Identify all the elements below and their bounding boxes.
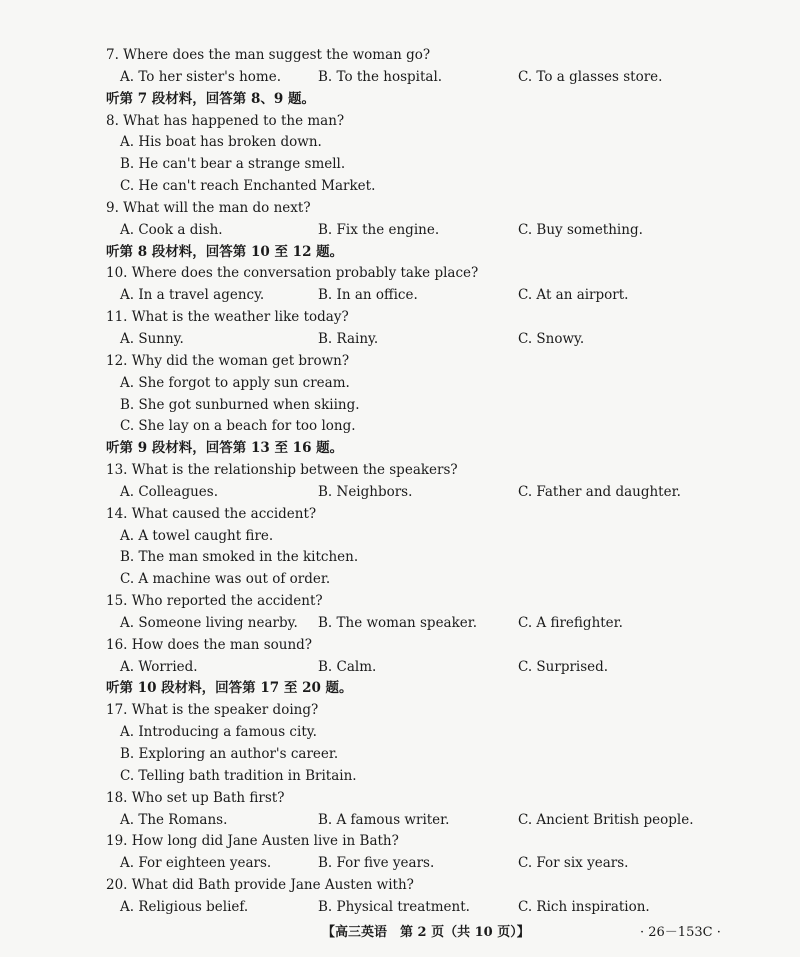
option-c: C. Surprised. — [518, 658, 609, 675]
options-row — [0, 897, 800, 919]
option-c: C. To a glasses store. — [518, 68, 663, 85]
option-a: A. Cook a dish. — [120, 221, 223, 238]
question-text: 16. How does the man sound? — [106, 636, 313, 653]
question-text: 8. What has happened to the man? — [106, 112, 345, 129]
option-c: C. At an airport. — [518, 287, 629, 304]
question-text: 10. Where does the conversation probably take place? — [106, 265, 479, 282]
footer-page-info: 【高三英语 第 2 页（共 10 页）】 — [322, 925, 530, 940]
option-c: C. Rich inspiration. — [518, 898, 650, 915]
option-line: B. Exploring an author's career. — [120, 746, 339, 762]
options-row — [0, 329, 800, 351]
option-c: C. Snowy. — [518, 330, 585, 347]
option-a: A. In a travel agency. — [120, 287, 265, 304]
question-text: 17. What is the speaker doing? — [106, 702, 319, 719]
options-row — [0, 482, 800, 504]
section-instruction: 听第 10 段材料，回答第 17 至 20 题。 — [106, 680, 353, 697]
option-a: A. For eighteen years. — [120, 855, 272, 872]
question-text: 13. What is the relationship between the speakers? — [106, 462, 458, 479]
question-text: 9. What will the man do next? — [106, 199, 311, 216]
option-line: C. She lay on a beach for too long. — [120, 418, 356, 435]
question-text: 18. Who set up Bath first? — [106, 789, 285, 806]
option-a: A. Colleagues. — [120, 483, 219, 500]
options-row — [0, 285, 800, 307]
option-b: B. Calm. — [318, 658, 377, 675]
section-instruction: 听第 9 段材料，回答第 13 至 16 题。 — [106, 440, 344, 457]
footer-code: · 26－153C · — [640, 925, 721, 940]
option-c: C. A firefighter. — [518, 614, 623, 631]
option-b: B. Neighbors. — [318, 483, 413, 500]
question-text: 7. Where does the man suggest the woman go? — [106, 47, 431, 63]
option-b: B. In an office. — [318, 287, 418, 304]
page-footer — [0, 922, 800, 944]
option-line: C. Telling bath tradition in Britain. — [120, 767, 357, 784]
section-instruction: 听第 8 段材料，回答第 10 至 12 题。 — [106, 243, 344, 260]
section-instruction: 听第 7 段材料，回答第 8、9 题。 — [106, 90, 315, 107]
options-row — [0, 220, 800, 242]
option-c: C. For six years. — [518, 855, 629, 872]
option-b: B. A famous writer. — [318, 811, 450, 828]
option-c: C. Father and daughter. — [518, 483, 681, 500]
option-line: B. The man smoked in the kitchen. — [120, 549, 359, 566]
option-line: B. She got sunburned when skiing. — [120, 396, 360, 413]
option-line: A. His boat has broken down. — [120, 134, 322, 151]
option-c: C. Buy something. — [518, 221, 643, 238]
option-a: A. Someone living nearby. — [120, 614, 298, 631]
option-line: C. He can't reach Enchanted Market. — [120, 178, 376, 195]
option-a: A. The Romans. — [120, 811, 228, 828]
question-text: 12. Why did the woman get brown? — [106, 352, 350, 369]
question-text: 19. How long did Jane Austen live in Bath? — [106, 833, 399, 850]
option-a: A. Worried. — [120, 658, 198, 675]
question-list — [0, 45, 800, 919]
options-row — [0, 853, 800, 875]
option-b: B. Physical treatment. — [318, 898, 470, 915]
option-line: A. Introducing a famous city. — [120, 724, 317, 741]
question-text: 20. What did Bath provide Jane Austen with? — [106, 877, 414, 894]
option-a: A. Sunny. — [120, 330, 184, 347]
option-line: A. She forgot to apply sun cream. — [120, 374, 350, 391]
option-line: C. A machine was out of order. — [120, 571, 331, 588]
option-b: B. Fix the engine. — [318, 221, 440, 238]
option-a: A. To her sister's home. — [120, 68, 282, 85]
option-b: B. To the hospital. — [318, 68, 443, 85]
option-line: B. He can't bear a strange smell. — [120, 156, 346, 173]
option-c: C. Ancient British people. — [518, 811, 694, 828]
question-text: 14. What caused the accident? — [106, 505, 317, 522]
option-b: B. Rainy. — [318, 330, 379, 347]
question-text: 11. What is the weather like today? — [106, 309, 349, 326]
options-row — [0, 67, 800, 89]
options-row — [0, 613, 800, 635]
options-row — [0, 810, 800, 832]
options-row — [0, 657, 800, 679]
question-text: 15. Who reported the accident? — [106, 593, 323, 610]
option-line: A. A towel caught fire. — [120, 527, 274, 544]
option-b: B. For five years. — [318, 855, 435, 872]
option-b: B. The woman speaker. — [318, 614, 478, 631]
option-a: A. Religious belief. — [120, 898, 249, 915]
